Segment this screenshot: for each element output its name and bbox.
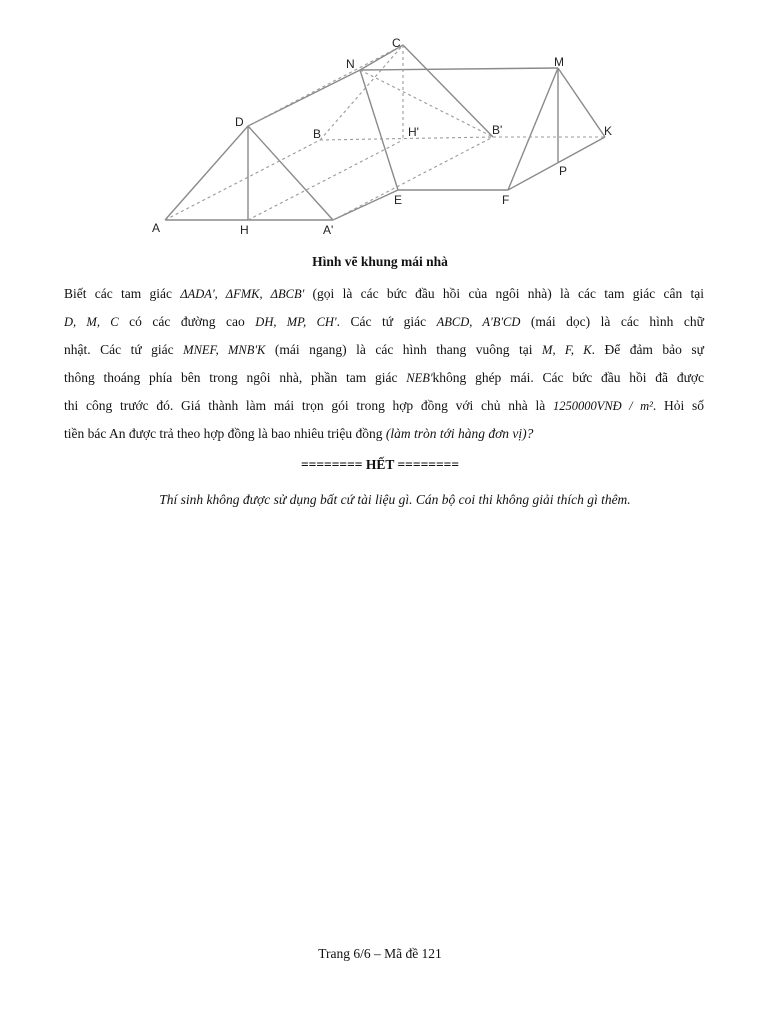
roof-frame-figure — [140, 30, 630, 245]
label-B-prime: B' — [492, 123, 503, 137]
math-price: 1250000VNĐ / m² — [552, 399, 653, 413]
problem-line-3 — [64, 336, 704, 364]
problem-line-4 — [64, 364, 704, 392]
math-triangle-neb: NEB' — [406, 371, 433, 385]
text-segment: Biết các tam giác — [64, 286, 173, 301]
label-F: F — [502, 193, 510, 207]
text-segment: thông thoáng phía bên trong ngôi nhà, phần tam giác — [64, 370, 398, 385]
text-segment: . Các tứ giác — [336, 314, 427, 329]
problem-line-2 — [64, 308, 704, 336]
page-footer: Trang 6/6 – Mã đề 121 — [318, 946, 442, 961]
text-segment: (gọi là các bức đầu hồi của ngôi nhà) là các tam giác cân tại — [312, 286, 705, 301]
label-C: C — [392, 36, 401, 50]
problem-text — [64, 280, 704, 448]
math-altitudes: DH, MP, CH' — [255, 315, 337, 329]
end-marker: ======== HẾT ======== — [300, 457, 460, 472]
rounding-instruction: (làm tròn tới hàng đơn vị)? — [385, 426, 534, 441]
text-segment: tiền bác An được trả theo hợp đồng là bao nhiêu triệu đồng — [64, 426, 383, 441]
label-H: H — [240, 223, 249, 237]
label-A: A — [152, 221, 161, 235]
math-right-vertices: M, F, K — [542, 343, 592, 357]
label-K: K — [604, 124, 613, 138]
label-E: E — [394, 193, 403, 207]
label-D: D — [235, 115, 244, 129]
text-segment: (mái dọc) là các hình chữ — [530, 314, 704, 329]
problem-line-1 — [64, 280, 704, 308]
label-N: N — [346, 57, 355, 71]
math-quadrilaterals: ABCD, A'B'CD — [436, 315, 521, 329]
math-triangles: ΔADA', ΔFMK, ΔBCB' — [180, 287, 305, 301]
figure-dashed-edges — [165, 45, 605, 220]
text-segment: (mái ngang) là các hình thang vuông tại — [274, 342, 533, 357]
text-segment: nhật. Các tứ giác — [64, 342, 174, 357]
problem-line-6 — [64, 420, 704, 448]
label-B: B — [313, 127, 322, 141]
math-vertices: D, M, C — [64, 315, 119, 329]
text-segment: có các đường cao — [129, 314, 245, 329]
problem-line-5 — [64, 392, 704, 420]
text-segment: . Hỏi số — [652, 398, 704, 413]
text-segment: thi công trước đó. Giá thành làm mái trọn gói trong hợp đồng với chủ nhà là — [64, 398, 546, 413]
text-segment: không ghép mái. Các bức đầu hồi đã được — [432, 370, 705, 385]
label-P: P — [559, 164, 568, 178]
figure-caption: Hình vẽ khung mái nhà — [312, 254, 448, 269]
figure-solid-edges — [165, 45, 605, 220]
math-trapezoids: MNEF, MNB'K — [183, 343, 266, 357]
label-M: M — [554, 55, 564, 69]
label-A-prime: A' — [323, 223, 334, 237]
exam-note: Thí sinh không được sử dụng bất cứ tài liệu gì. Cán bộ coi thi không giải thích gì thêm. — [159, 492, 631, 507]
label-H-prime: H' — [408, 125, 419, 139]
text-segment: . Để đảm bảo sự — [591, 342, 704, 357]
